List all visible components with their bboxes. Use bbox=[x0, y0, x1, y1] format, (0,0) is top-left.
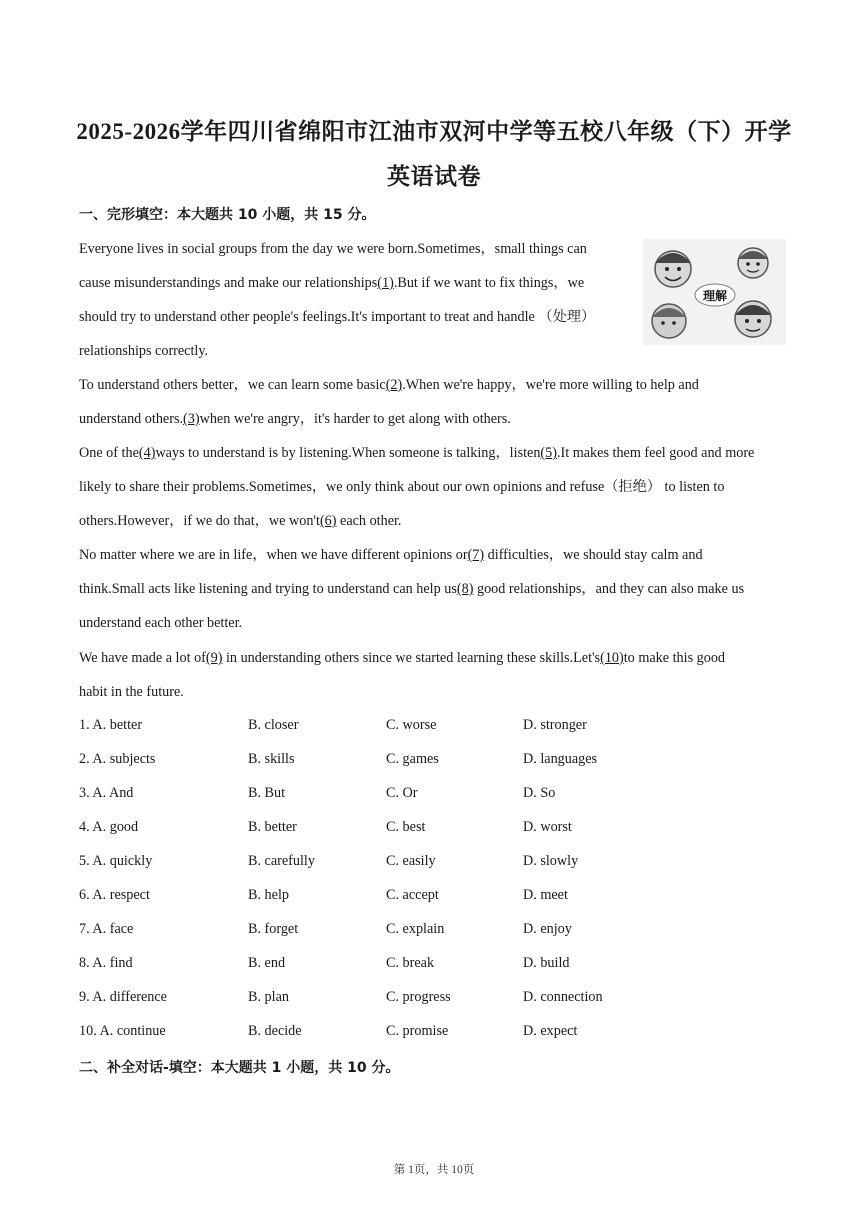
option-d[interactable]: D. worst bbox=[523, 819, 572, 835]
passage-line-2 bbox=[79, 273, 584, 293]
text: We have made a lot of bbox=[79, 650, 206, 666]
section-heading-cloze: 一、完形填空：本大题共 10 小题，共 15 分。 bbox=[79, 207, 376, 223]
passage-line-14: habit in the future. bbox=[79, 684, 184, 700]
option-d[interactable]: D. connection bbox=[523, 989, 603, 1005]
text: good relationships，and they can also make us bbox=[473, 581, 745, 597]
option-c[interactable]: C. progress bbox=[386, 989, 451, 1005]
blank-5[interactable]: (5) bbox=[540, 445, 557, 461]
option-d[interactable]: D. So bbox=[523, 785, 556, 801]
blank-10[interactable]: (10) bbox=[600, 650, 624, 666]
option-a[interactable]: 8. A. find bbox=[79, 955, 133, 971]
text: cause misunderstandings and make our relationships bbox=[79, 275, 378, 291]
text: No matter where we are in life，when we have different opinions or bbox=[79, 547, 468, 563]
option-d[interactable]: D. slowly bbox=[523, 853, 579, 869]
option-c[interactable]: C. games bbox=[386, 751, 439, 767]
option-c[interactable]: C. promise bbox=[386, 1023, 449, 1039]
text: understand others. bbox=[79, 411, 184, 427]
text: .When we're happy，we're more willing to help and bbox=[402, 377, 699, 393]
text: .It makes them feel good and more bbox=[556, 445, 755, 461]
page-footer: 第 1页，共 10页 bbox=[393, 1164, 475, 1176]
option-c[interactable]: C. worse bbox=[386, 717, 437, 733]
option-d[interactable]: D. enjoy bbox=[523, 921, 572, 937]
option-a[interactable]: 7. A. face bbox=[79, 921, 134, 937]
blank-1[interactable]: (1) bbox=[377, 275, 394, 291]
option-b[interactable]: B. But bbox=[248, 785, 286, 801]
option-d[interactable]: D. stronger bbox=[523, 717, 587, 733]
option-b[interactable]: B. closer bbox=[248, 717, 299, 733]
passage-line-4: relationships correctly. bbox=[79, 343, 209, 359]
blank-3[interactable]: (3) bbox=[183, 411, 200, 427]
passage-line-13 bbox=[79, 648, 725, 668]
passage-line-9 bbox=[79, 511, 401, 531]
blank-9[interactable]: (9) bbox=[205, 650, 223, 666]
text: each other. bbox=[336, 513, 402, 529]
passage-line-12: understand each other better. bbox=[79, 615, 243, 631]
passage-line-6 bbox=[79, 409, 511, 429]
option-d[interactable]: D. meet bbox=[523, 887, 568, 903]
option-c[interactable]: C. easily bbox=[386, 853, 436, 869]
text: when we're angry，it's harder to get along with others. bbox=[199, 411, 511, 427]
passage-line-8: likely to share their problems.Sometimes，we only think about our own opinions and refuse（拒绝） to listen to bbox=[79, 479, 725, 495]
option-b[interactable]: B. decide bbox=[248, 1023, 302, 1039]
text: ways to understand is by listening.When someone is talking，listen bbox=[155, 445, 541, 461]
text: To understand others better，we can learn some basic bbox=[79, 377, 386, 393]
text: difficulties，we should stay calm and bbox=[484, 547, 703, 563]
option-c[interactable]: C. break bbox=[386, 955, 435, 971]
text: to make this good bbox=[623, 650, 726, 666]
option-c[interactable]: C. best bbox=[386, 819, 426, 835]
option-b[interactable]: B. end bbox=[248, 955, 286, 971]
passage-line-10 bbox=[79, 545, 703, 565]
option-b[interactable]: B. skills bbox=[248, 751, 295, 767]
option-a[interactable]: 4. A. good bbox=[79, 819, 139, 835]
option-a[interactable]: 9. A. difference bbox=[79, 989, 167, 1005]
option-a[interactable]: 6. A. respect bbox=[79, 887, 150, 903]
passage-line-11 bbox=[79, 579, 744, 599]
blank-8[interactable]: (8) bbox=[456, 581, 474, 597]
option-d[interactable]: D. languages bbox=[523, 751, 598, 767]
option-c[interactable]: C. explain bbox=[386, 921, 445, 937]
blank-2[interactable]: (2) bbox=[385, 377, 403, 393]
illustration-label: 理解 bbox=[702, 289, 728, 303]
option-b[interactable]: B. help bbox=[248, 887, 289, 903]
blank-6[interactable]: (6) bbox=[319, 513, 337, 529]
option-b[interactable]: B. plan bbox=[248, 989, 289, 1005]
text: .But if we want to fix things，we bbox=[393, 275, 585, 291]
section-heading-dialogue: 二、补全对话-填空：本大题共 1 小题，共 10 分。 bbox=[79, 1060, 400, 1076]
understanding-illustration bbox=[643, 239, 786, 345]
option-a[interactable]: 2. A. subjects bbox=[79, 751, 156, 767]
blank-4[interactable]: (4) bbox=[138, 445, 156, 461]
option-a[interactable]: 1. A. better bbox=[79, 717, 143, 733]
passage-line-3: should try to understand other people's feelings.It's important to treat and handle （处理） bbox=[79, 309, 596, 325]
option-b[interactable]: B. better bbox=[248, 819, 297, 835]
passage-line-5 bbox=[79, 375, 699, 395]
passage-line-1: Everyone lives in social groups from the day we were born.Sometimes，small things can bbox=[79, 241, 587, 257]
option-d[interactable]: D. expect bbox=[523, 1023, 578, 1039]
blank-7[interactable]: (7) bbox=[467, 547, 485, 563]
option-a[interactable]: 3. A. And bbox=[79, 785, 134, 801]
text: One of the bbox=[79, 445, 139, 461]
option-d[interactable]: D. build bbox=[523, 955, 570, 971]
text: in understanding others since we started learning these skills.Let's bbox=[222, 650, 601, 666]
option-c[interactable]: C. accept bbox=[386, 887, 439, 903]
document-title-line1: 2025-2026学年四川省绵阳市江油市双河中学等五校八年级（下）开学 bbox=[76, 119, 792, 144]
option-c[interactable]: C. Or bbox=[386, 785, 418, 801]
option-a[interactable]: 10. A. continue bbox=[79, 1023, 166, 1039]
option-a[interactable]: 5. A. quickly bbox=[79, 853, 153, 869]
passage-line-7 bbox=[79, 443, 754, 463]
option-b[interactable]: B. carefully bbox=[248, 853, 315, 869]
option-b[interactable]: B. forget bbox=[248, 921, 299, 937]
text: others.However，if we do that，we won't bbox=[79, 513, 320, 529]
document-title-line2: 英语试卷 bbox=[387, 164, 481, 189]
text: think.Small acts like listening and trying to understand can help us bbox=[79, 581, 457, 597]
